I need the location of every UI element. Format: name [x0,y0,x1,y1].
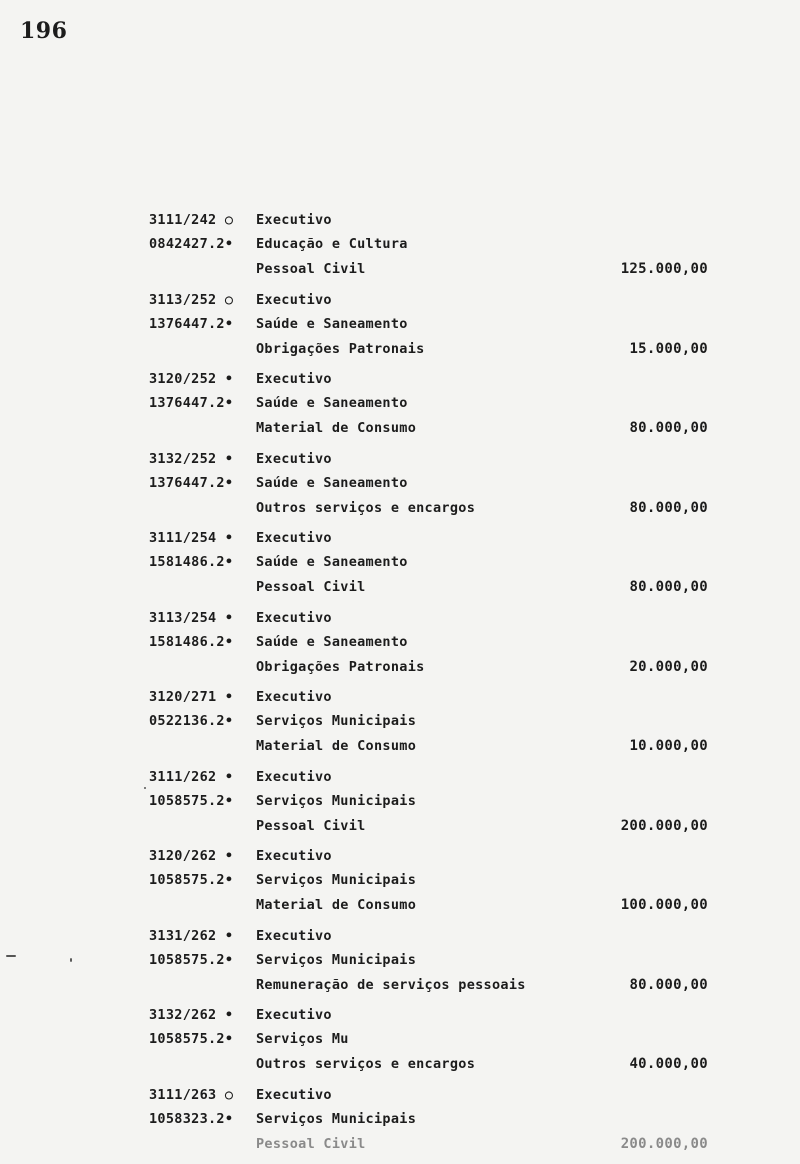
entry-account: 1058575.2• [149,872,234,888]
entry-unit: Executivo [256,609,332,626]
scan-speck [70,958,72,962]
entry-amount: 10.000,00 [629,738,708,754]
entry-unit: Executivo [256,927,332,944]
budget-entry [0,1003,800,1083]
budget-entry [0,1083,800,1163]
entry-unit: Executivo [256,848,332,864]
entry-program: Serviços Municipais [256,1110,417,1127]
entry-program: Serviços Municipais [256,872,417,888]
entry-item: Remuneração de serviços pessoais [256,976,526,993]
entry-item: Pessoal Civil [256,817,366,834]
budget-entries-list [0,208,800,1162]
page-number: 196 [20,18,68,44]
entry-amount: 15.000,00 [629,340,708,357]
entry-item: Obrigações Patronais [256,658,425,675]
entry-account: 1058575.2• [149,792,234,809]
entry-program: Serviços Mu [256,1031,349,1047]
entry-program: Saúde e Saneamento [256,474,408,491]
entry-account: 0842427.2• [149,236,234,252]
entry-amount: 80.000,00 [629,420,708,436]
budget-entry [0,765,800,845]
entry-amount: 80.000,00 [629,579,708,595]
entry-account: 1376447.2• [149,474,234,491]
entry-unit: Executivo [256,530,332,546]
entry-unit: Executivo [256,371,332,387]
entry-account: 1058575.2• [149,1031,234,1047]
entry-program: Saúde e Saneamento [256,633,408,650]
entry-item: Pessoal Civil [256,1135,366,1152]
entry-amount: 200.000,00 [620,1135,708,1152]
entry-unit: Executivo [256,1007,332,1023]
entry-program: Serviços Municipais [256,951,417,968]
entry-code: 3113/254 • [149,609,234,626]
entry-program: Saúde e Saneamento [256,554,408,570]
entry-code: 3132/262 • [149,1007,234,1023]
entry-program: Saúde e Saneamento [256,315,408,332]
entry-item: Material de Consumo [256,738,417,754]
entry-account: 1058323.2• [149,1110,234,1127]
entry-amount: 40.000,00 [629,1056,708,1072]
budget-entry [0,685,800,765]
entry-code: 3111/263 ○ [149,1086,234,1103]
budget-entry [0,208,800,288]
entry-amount: 100.000,00 [620,897,708,913]
entry-unit: Executivo [256,450,332,467]
budget-entry [0,606,800,686]
budget-entry [0,844,800,924]
entry-code: 3120/252 • [149,371,234,387]
entry-account: 1581486.2• [149,633,234,650]
entry-unit: Executivo [256,1086,332,1103]
scan-speck [144,787,146,789]
entry-unit: Executivo [256,212,332,228]
entry-account: 1058575.2• [149,951,234,968]
entry-item: Pessoal Civil [256,579,366,595]
entry-amount: 80.000,00 [629,499,708,516]
entry-account: 1376447.2• [149,315,234,332]
entry-item: Outros serviços e encargos [256,1056,476,1072]
entry-code: 3131/262 • [149,927,234,944]
entry-code: 3111/262 • [149,768,234,785]
entry-amount: 20.000,00 [629,658,708,675]
entry-program: Serviços Municipais [256,792,417,809]
entry-code: 3111/242 ○ [149,212,234,228]
entry-code: 3111/254 • [149,530,234,546]
budget-entry [0,367,800,447]
entry-code: 3120/271 • [149,689,234,705]
scan-speck [6,955,16,957]
entry-program: Educação e Cultura [256,236,408,252]
entry-amount: 200.000,00 [620,817,708,834]
budget-entry [0,526,800,606]
entry-unit: Executivo [256,291,332,308]
entry-item: Material de Consumo [256,420,417,436]
entry-code: 3120/262 • [149,848,234,864]
entry-item: Pessoal Civil [256,261,366,277]
budget-entry [0,924,800,1004]
budget-entry [0,288,800,368]
entry-item: Obrigações Patronais [256,340,425,357]
entry-account: 0522136.2• [149,713,234,729]
entry-unit: Executivo [256,689,332,705]
entry-code: 3113/252 ○ [149,291,234,308]
entry-program: Saúde e Saneamento [256,395,408,411]
entry-account: 1581486.2• [149,554,234,570]
entry-amount: 80.000,00 [629,976,708,993]
entry-item: Outros serviços e encargos [256,499,476,516]
entry-amount: 125.000,00 [620,261,708,277]
budget-entry [0,447,800,527]
entry-code: 3132/252 • [149,450,234,467]
entry-unit: Executivo [256,768,332,785]
entry-program: Serviços Municipais [256,713,417,729]
entry-item: Material de Consumo [256,897,417,913]
entry-account: 1376447.2• [149,395,234,411]
